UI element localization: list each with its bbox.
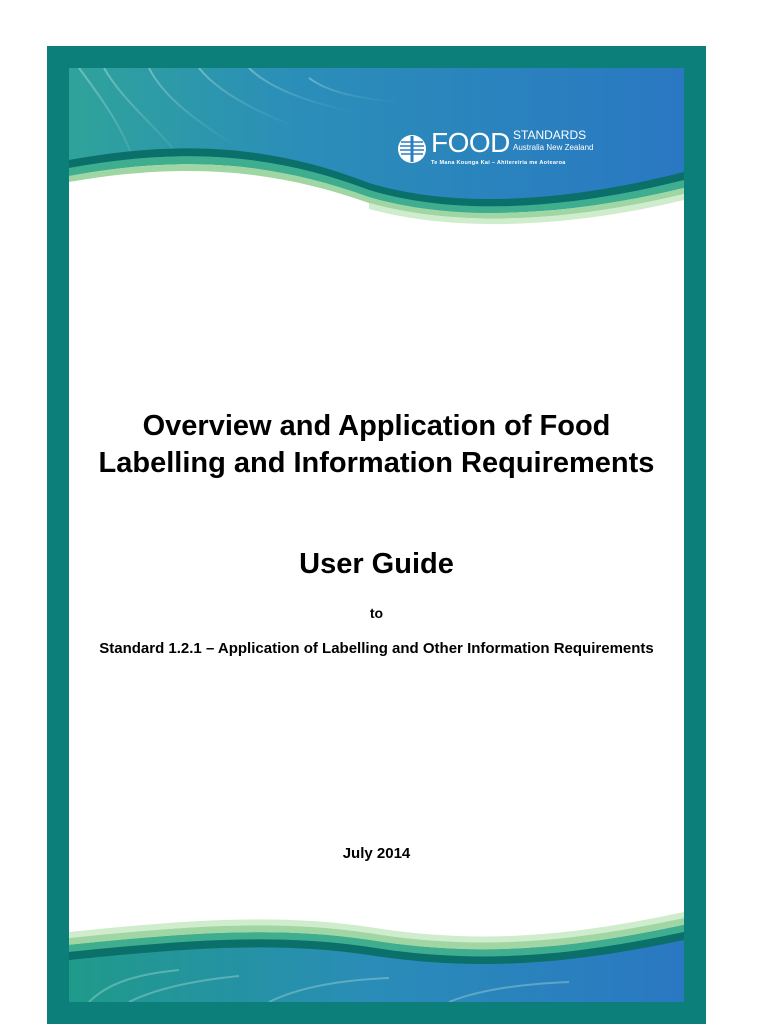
- logo-standards-text: STANDARDS: [513, 128, 587, 142]
- connector-text: to: [369, 605, 384, 621]
- fsanz-logo: [397, 128, 607, 174]
- standard-reference: Standard 1.2.1 – Application of Labelling and Other Information Requirements: [99, 640, 654, 657]
- logo-food-text: FOOD: [431, 127, 510, 158]
- publication-date: July 2014: [342, 845, 411, 862]
- cover-frame: [47, 46, 706, 1024]
- cover-page: [69, 68, 684, 1002]
- fsanz-emblem-icon: [397, 132, 427, 166]
- document-subtitle: User Guide: [299, 548, 454, 580]
- document-title: Overview and Application of Food Labelling and Information Requirements: [98, 410, 655, 479]
- logo-tagline: Te Mana Kounga Kai – Ahitereiria me Aotearoa: [431, 160, 566, 166]
- bottom-banner: [69, 902, 684, 1002]
- logo-region-text: Australia New Zealand: [513, 143, 594, 152]
